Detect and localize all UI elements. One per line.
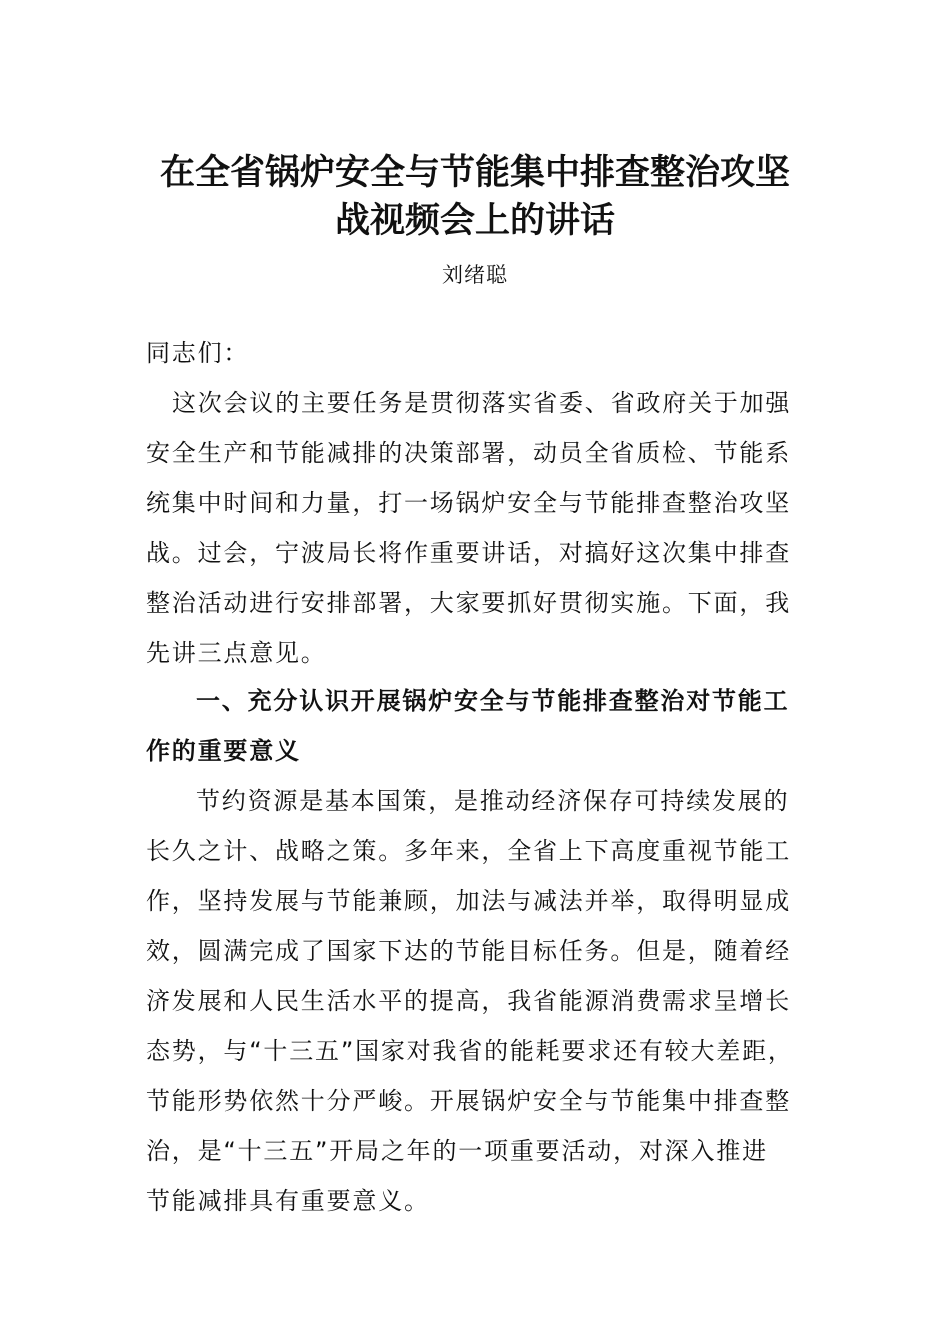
- paragraph-line: 效，圆满完成了国家下达的节能目标任务。但是，随着经: [146, 937, 791, 965]
- paragraph-line: 长久之计、战略之策。多年来，全省上下高度重视节能工: [146, 837, 791, 865]
- paragraph-line: 节能形势依然十分严峻。开展锅炉安全与节能集中排查整: [146, 1087, 791, 1115]
- paragraph-line: 统集中时间和力量，打一场锅炉安全与节能排查整治攻坚: [146, 489, 791, 517]
- paragraph-line: 先讲三点意见。: [146, 639, 327, 667]
- paragraph-line: 这次会议的主要任务是贯彻落实省委、省政府关于加强: [172, 389, 792, 417]
- author-name: 刘绪聪: [442, 263, 508, 287]
- section-heading-line-1: 一、充分认识开展锅炉安全与节能排查整治对节能工: [196, 687, 790, 715]
- paragraph-line: 节约资源是基本国策，是推动经济保存可持续发展的: [196, 787, 790, 815]
- section-heading-line-2: 作的重要意义: [146, 737, 301, 765]
- paragraph-line: 治，是“十三五”开局之年的一项重要活动，对深入推进: [146, 1137, 768, 1165]
- document-title-line-1: 在全省锅炉安全与节能集中排查整治攻坚: [159, 152, 790, 193]
- paragraph-line: 整治活动进行安排部署，大家要抓好贯彻实施。下面，我: [146, 589, 791, 617]
- paragraph-line: 节能减排具有重要意义。: [146, 1187, 430, 1215]
- greeting: 同志们：: [146, 339, 250, 367]
- paragraph-line: 战。过会，宁波局长将作重要讲话，对搞好这次集中排查: [146, 539, 791, 567]
- paragraph-line: 济发展和人民生活水平的提高，我省能源消费需求呈增长: [146, 987, 791, 1015]
- paragraph-line: 安全生产和节能减排的决策部署，动员全省质检、节能系: [146, 439, 791, 467]
- document-title-line-2: 战视频会上的讲话: [334, 200, 615, 241]
- paragraph-line: 态势，与“十三五”国家对我省的能耗要求还有较大差距，: [146, 1037, 794, 1065]
- paragraph-line: 作，坚持发展与节能兼顾，加法与减法并举，取得明显成: [146, 887, 791, 915]
